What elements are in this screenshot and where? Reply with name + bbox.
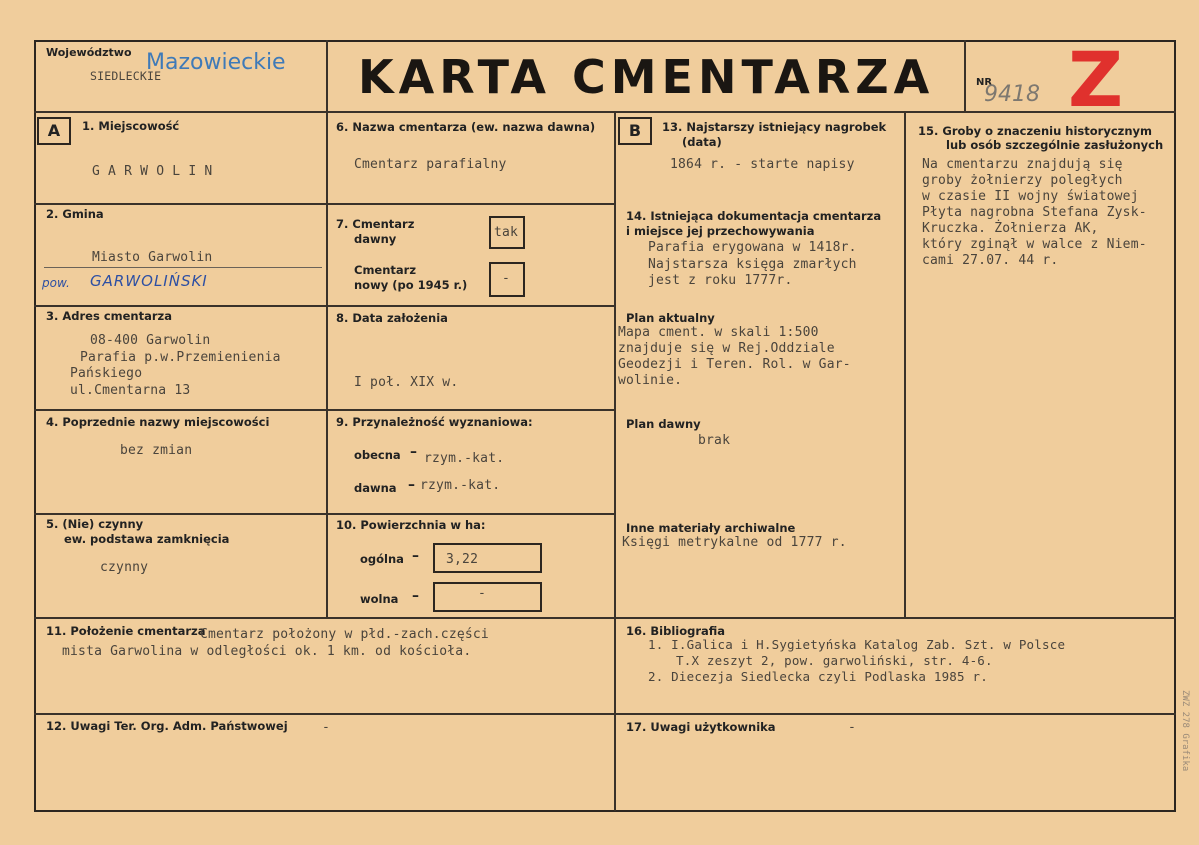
field-7-nowy-value: - (502, 271, 511, 286)
field-7-nowy-label-1: Cmentarz (354, 263, 417, 277)
field-15-label-2: lub osób szczególnie zasłużonych (946, 138, 1164, 152)
field-17-label: 17. Uwagi użytkownika (626, 720, 776, 734)
field-14-line3: jest z roku 1777r. (648, 273, 793, 288)
field-10-ogolna-label: ogólna (360, 552, 404, 566)
wojewodztwo-label: Województwo (46, 46, 132, 59)
field-2-label: 2. Gmina (46, 207, 104, 221)
field-2-pow-value: GARWOLIŃSKI (90, 272, 208, 290)
plan-dawny-value: brak (698, 433, 731, 448)
field-15-label-1: 15. Groby o znaczeniu historycznym (918, 124, 1153, 138)
card-letter-mark: Z (1068, 35, 1124, 124)
field-2-value: Miasto Garwolin (92, 250, 213, 265)
field-9-obecna-value: rzym.-kat. (424, 451, 505, 466)
field-10-wolna-box (433, 582, 542, 612)
field-4-value: bez zmian (120, 443, 193, 458)
field-10-ogolna-value: 3,22 (446, 552, 479, 567)
field-16-line3: 2. Diecezja Siedlecka czyli Podlaska 1985 r. (648, 669, 988, 684)
row-divider-a2 (34, 305, 326, 307)
field-16-line2: T.X zeszyt 2, pow. garwoliński, str. 4-6. (676, 653, 993, 668)
row-divider-a1 (34, 203, 326, 205)
plan-aktualny-line2: znajduje się w Rej.Oddziale (618, 341, 835, 356)
plan-aktualny-label: Plan aktualny (626, 311, 715, 325)
nr-label: NR (976, 77, 993, 88)
wojewodztwo-stamp: Mazowieckie (146, 50, 286, 75)
field-8-label: 8. Data założenia (336, 311, 448, 325)
card-title: KARTA CMENTARZA (358, 50, 935, 104)
plan-aktualny-line1: Mapa cment. w skali 1:500 (618, 325, 819, 340)
inne-materialy-label: Inne materiały archiwalne (626, 521, 796, 535)
field-5-label-2: ew. podstawa zamknięcia (64, 532, 230, 546)
field-16-label: 16. Bibliografia (626, 624, 726, 638)
row-divider-b4 (326, 513, 615, 515)
col-divider-3 (904, 111, 906, 617)
section-a-marker: A (37, 117, 71, 145)
nr-value: 9418 (984, 82, 1040, 107)
row-divider-full2 (34, 713, 1176, 715)
field-14-label-1: 14. Istniejąca dokumentacja cmentarza (626, 209, 882, 223)
row-divider-a3 (34, 409, 326, 411)
row-divider-b2 (326, 305, 615, 307)
row-divider-full1 (34, 617, 1176, 619)
field-11-line2: mista Garwolina w odległości ok. 1 km. od kościoła. (62, 644, 472, 659)
field-9-dawna-value: rzym.-kat. (420, 478, 501, 493)
field-15-line3: w czasie II wojny światowej (922, 189, 1139, 204)
field-15-line4: Płyta nagrobna Stefana Zysk- (922, 205, 1147, 220)
field-3-line2: Parafia p.w.Przemienienia (80, 350, 281, 365)
field-13-value: 1864 r. - starte napisy (670, 157, 855, 172)
row-divider-b3 (326, 409, 615, 411)
field-15-line7: cami 27.07. 44 r. (922, 253, 1059, 268)
field-7-dawny-value: tak (494, 225, 519, 240)
field-15-line2: groby żołnierzy poległych (922, 173, 1123, 188)
field-4-label: 4. Poprzednie nazwy miejscowości (46, 415, 270, 429)
field-2-underline (44, 267, 322, 268)
field-17-value: - (848, 720, 857, 735)
field-9-label: 9. Przynależność wyznaniowa: (336, 415, 533, 429)
plan-aktualny-line3: Geodezji i Teren. Rol. w Gar- (618, 357, 851, 372)
field-3-line1: 08-400 Garwolin (90, 333, 211, 348)
field-10-wolna-label: wolna (360, 592, 399, 606)
field-9-obecna-dash: – (410, 444, 417, 460)
header-divider (34, 111, 1176, 113)
field-15-line5: Kruczka. Żołnierza AK, (922, 221, 1099, 236)
field-15-line6: który zginął w walce z Niem- (922, 237, 1147, 252)
col-divider-1 (326, 40, 328, 617)
field-10-label: 10. Powierzchnia w ha: (336, 518, 486, 532)
plan-aktualny-line4: wolinie. (618, 373, 683, 388)
field-10-wolna-dash: – (412, 588, 419, 604)
field-7-dawny-label-1: 7. Cmentarz (336, 217, 415, 231)
field-13-label-2: (data) (682, 135, 722, 149)
field-10-wolna-value: - (478, 586, 487, 601)
field-8-value: I poł. XIX w. (354, 375, 459, 390)
field-5-label-1: 5. (Nie) czynny (46, 517, 144, 531)
field-1-value: G A R W O L I N (92, 164, 213, 179)
field-9-dawna-label: dawna (354, 481, 397, 495)
field-14-label-2: i miejsce jej przechowywania (626, 224, 815, 238)
col-divider-nr (964, 40, 966, 111)
field-3-label: 3. Adres cmentarza (46, 309, 172, 323)
field-10-ogolna-dash: – (412, 548, 419, 564)
field-13-label-1: 13. Najstarszy istniejący nagrobek (662, 120, 887, 134)
field-16-line1: 1. I.Galica i H.Sygietyńska Katalog Zab. Szt. w Polsce (648, 637, 1066, 652)
field-3-line4: ul.Cmentarna 13 (70, 383, 191, 398)
row-divider-a4 (34, 513, 326, 515)
section-b-marker: B (618, 117, 652, 145)
field-11-line1: Cmentarz położony w płd.-zach.części (200, 627, 489, 642)
field-14-line1: Parafia erygowana w 1418r. (648, 240, 857, 255)
field-3-line3: Pańskiego (70, 366, 143, 381)
field-5-value: czynny (100, 560, 149, 575)
wojewodztwo-typed: SIEDLECKIE (90, 69, 162, 83)
field-1-label: 1. Miejscowość (82, 119, 180, 133)
field-6-label: 6. Nazwa cmentarza (ew. nazwa dawna) (336, 120, 596, 134)
inne-materialy-value: Księgi metrykalne od 1777 r. (622, 535, 847, 550)
field-12-value: - (322, 720, 331, 735)
col-divider-2 (614, 111, 616, 811)
field-12-label: 12. Uwagi Ter. Org. Adm. Państwowej (46, 719, 288, 733)
field-11-label: 11. Położenie cmentarza (46, 624, 206, 638)
row-divider-b1 (326, 203, 615, 205)
field-2-pow-prefix: pow. (42, 276, 70, 290)
field-9-dawna-dash: – (408, 477, 415, 493)
field-14-line2: Najstarsza księga zmarłych (648, 257, 857, 272)
side-print-mark: ZWZ 278 Grafika (1180, 690, 1190, 772)
field-7-dawny-label-2: dawny (354, 232, 397, 246)
field-7-nowy-label-2: nowy (po 1945 r.) (354, 278, 468, 292)
field-9-obecna-label: obecna (354, 448, 401, 462)
field-6-value: Cmentarz parafialny (354, 157, 507, 172)
plan-dawny-label: Plan dawny (626, 417, 701, 431)
field-15-line1: Na cmentarzu znajdują się (922, 157, 1123, 172)
